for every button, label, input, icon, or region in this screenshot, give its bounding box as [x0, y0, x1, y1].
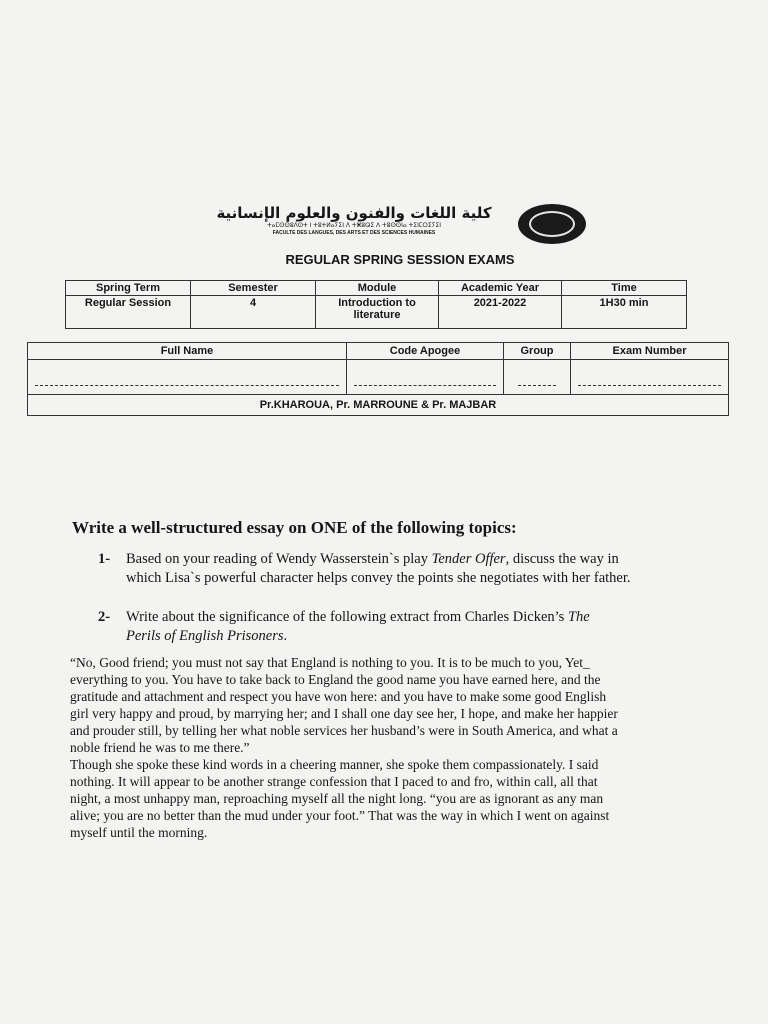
faculty-name-arabic: كلية اللغات والفنون والعلوم الإنسانية: [216, 204, 492, 222]
exam-info-table: [65, 280, 687, 329]
full-name-field[interactable]: [28, 360, 347, 395]
topic-2: [98, 608, 758, 646]
header-group: Group: [504, 343, 571, 360]
header-full-name: Full Name: [28, 343, 347, 360]
extract-line: alive; you are no better than the mud under your foot.” That was the way in which I went on against: [70, 808, 610, 823]
extract-line: gratitude and attachment and respect you have won here: and you have to make some good English: [70, 689, 607, 704]
group-field[interactable]: [504, 360, 571, 395]
extract-line: Though she spoke these kind words in a cheering manner, she spoke them compassionately. I said: [70, 757, 599, 772]
faculty-name-tifinagh: ⵜⴰⵎⵙⵙⵓⴷⵙⵜ ⵏ ⵜⵓⵜⵍⴰⵢⵉⵏ ⴷ ⵜⵥⵓⵕⵉ ⴷ ⵜⵓⵙⵙⵏⴰ ⵜⵉⵏⵎⵔⵉⵢⵉⵏ: [266, 222, 442, 229]
extract-line: night, a most unhappy man, reproaching myself all the night long. “you are as ignorant as any man: [70, 791, 604, 806]
extract-line: noble friend he was to me there.”: [70, 740, 250, 755]
header-exam-number: Exam Number: [571, 343, 729, 360]
exam-number-field[interactable]: [571, 360, 729, 395]
value-session: Regular Session: [66, 296, 191, 329]
header-semester: Semester: [191, 281, 316, 296]
value-semester: 4: [191, 296, 316, 329]
topic-2-number: 2-: [98, 609, 111, 625]
topic-2-title-part-1: The: [567, 609, 590, 625]
topic-1: [98, 550, 758, 588]
topic-2-text: Write about the significance of the following extract from Charles Dicken’s: [126, 609, 568, 625]
topic-1-line-2: which Lisa`s powerful character helps convey the points she negotiates with her father.: [126, 570, 631, 586]
header-module: Module: [316, 281, 439, 296]
topic-1-text-pre: Based on your reading of Wendy Wasserstein`s play: [126, 551, 432, 567]
student-id-table: [27, 342, 729, 416]
extract-line: girl very happy and proud, by marrying her; and I shall one day see her, I hope, and make her happier: [70, 706, 618, 721]
topic-2-end: .: [283, 628, 288, 644]
essay-instruction: Write a well-structured essay on ONE of the following topics:: [72, 518, 517, 537]
header-code-apogee: Code Apogee: [347, 343, 504, 360]
dickens-extract: [70, 654, 760, 841]
extract-line: nothing. It will appear to be another strange confession that I paced to and fro, within call, all that: [70, 774, 598, 789]
value-time: 1H30 min: [562, 296, 687, 329]
topic-2-title-part-2: Perils of English Prisoners: [126, 628, 284, 644]
topic-1-play-title: Tender Offer: [431, 551, 506, 567]
value-academic-year: 2021-2022: [439, 296, 562, 329]
university-seal-logo: [518, 204, 586, 244]
topic-1-number: 1-: [98, 551, 111, 567]
topic-1-text-post: , discuss the way in: [505, 551, 619, 567]
professors-names: Pr.KHAROUA, Pr. MARROUNE & Pr. MAJBAR: [28, 395, 729, 416]
faculty-name-french: FACULTE DES LANGUES, DES ARTS ET DES SCIENCES HUMAINES: [272, 230, 436, 236]
extract-line: “No, Good friend; you must not say that England is nothing to you. It is to be much to you, Yet_: [70, 655, 590, 670]
code-apogee-field[interactable]: [347, 360, 504, 395]
extract-line: myself until the morning.: [70, 825, 208, 840]
extract-line: and prouder still, by telling her what noble services her husband’s were in South America, and what a: [70, 723, 618, 738]
value-module: Introduction to literature: [316, 296, 439, 329]
faculty-header: [200, 196, 600, 246]
exam-title: REGULAR SPRING SESSION EXAMS: [285, 252, 515, 267]
header-spring-term: Spring Term: [66, 281, 191, 296]
header-time: Time: [562, 281, 687, 296]
header-academic-year: Academic Year: [439, 281, 562, 296]
extract-line: everything to you. You have to take back to England the good name you have earned here, and the: [70, 672, 601, 687]
